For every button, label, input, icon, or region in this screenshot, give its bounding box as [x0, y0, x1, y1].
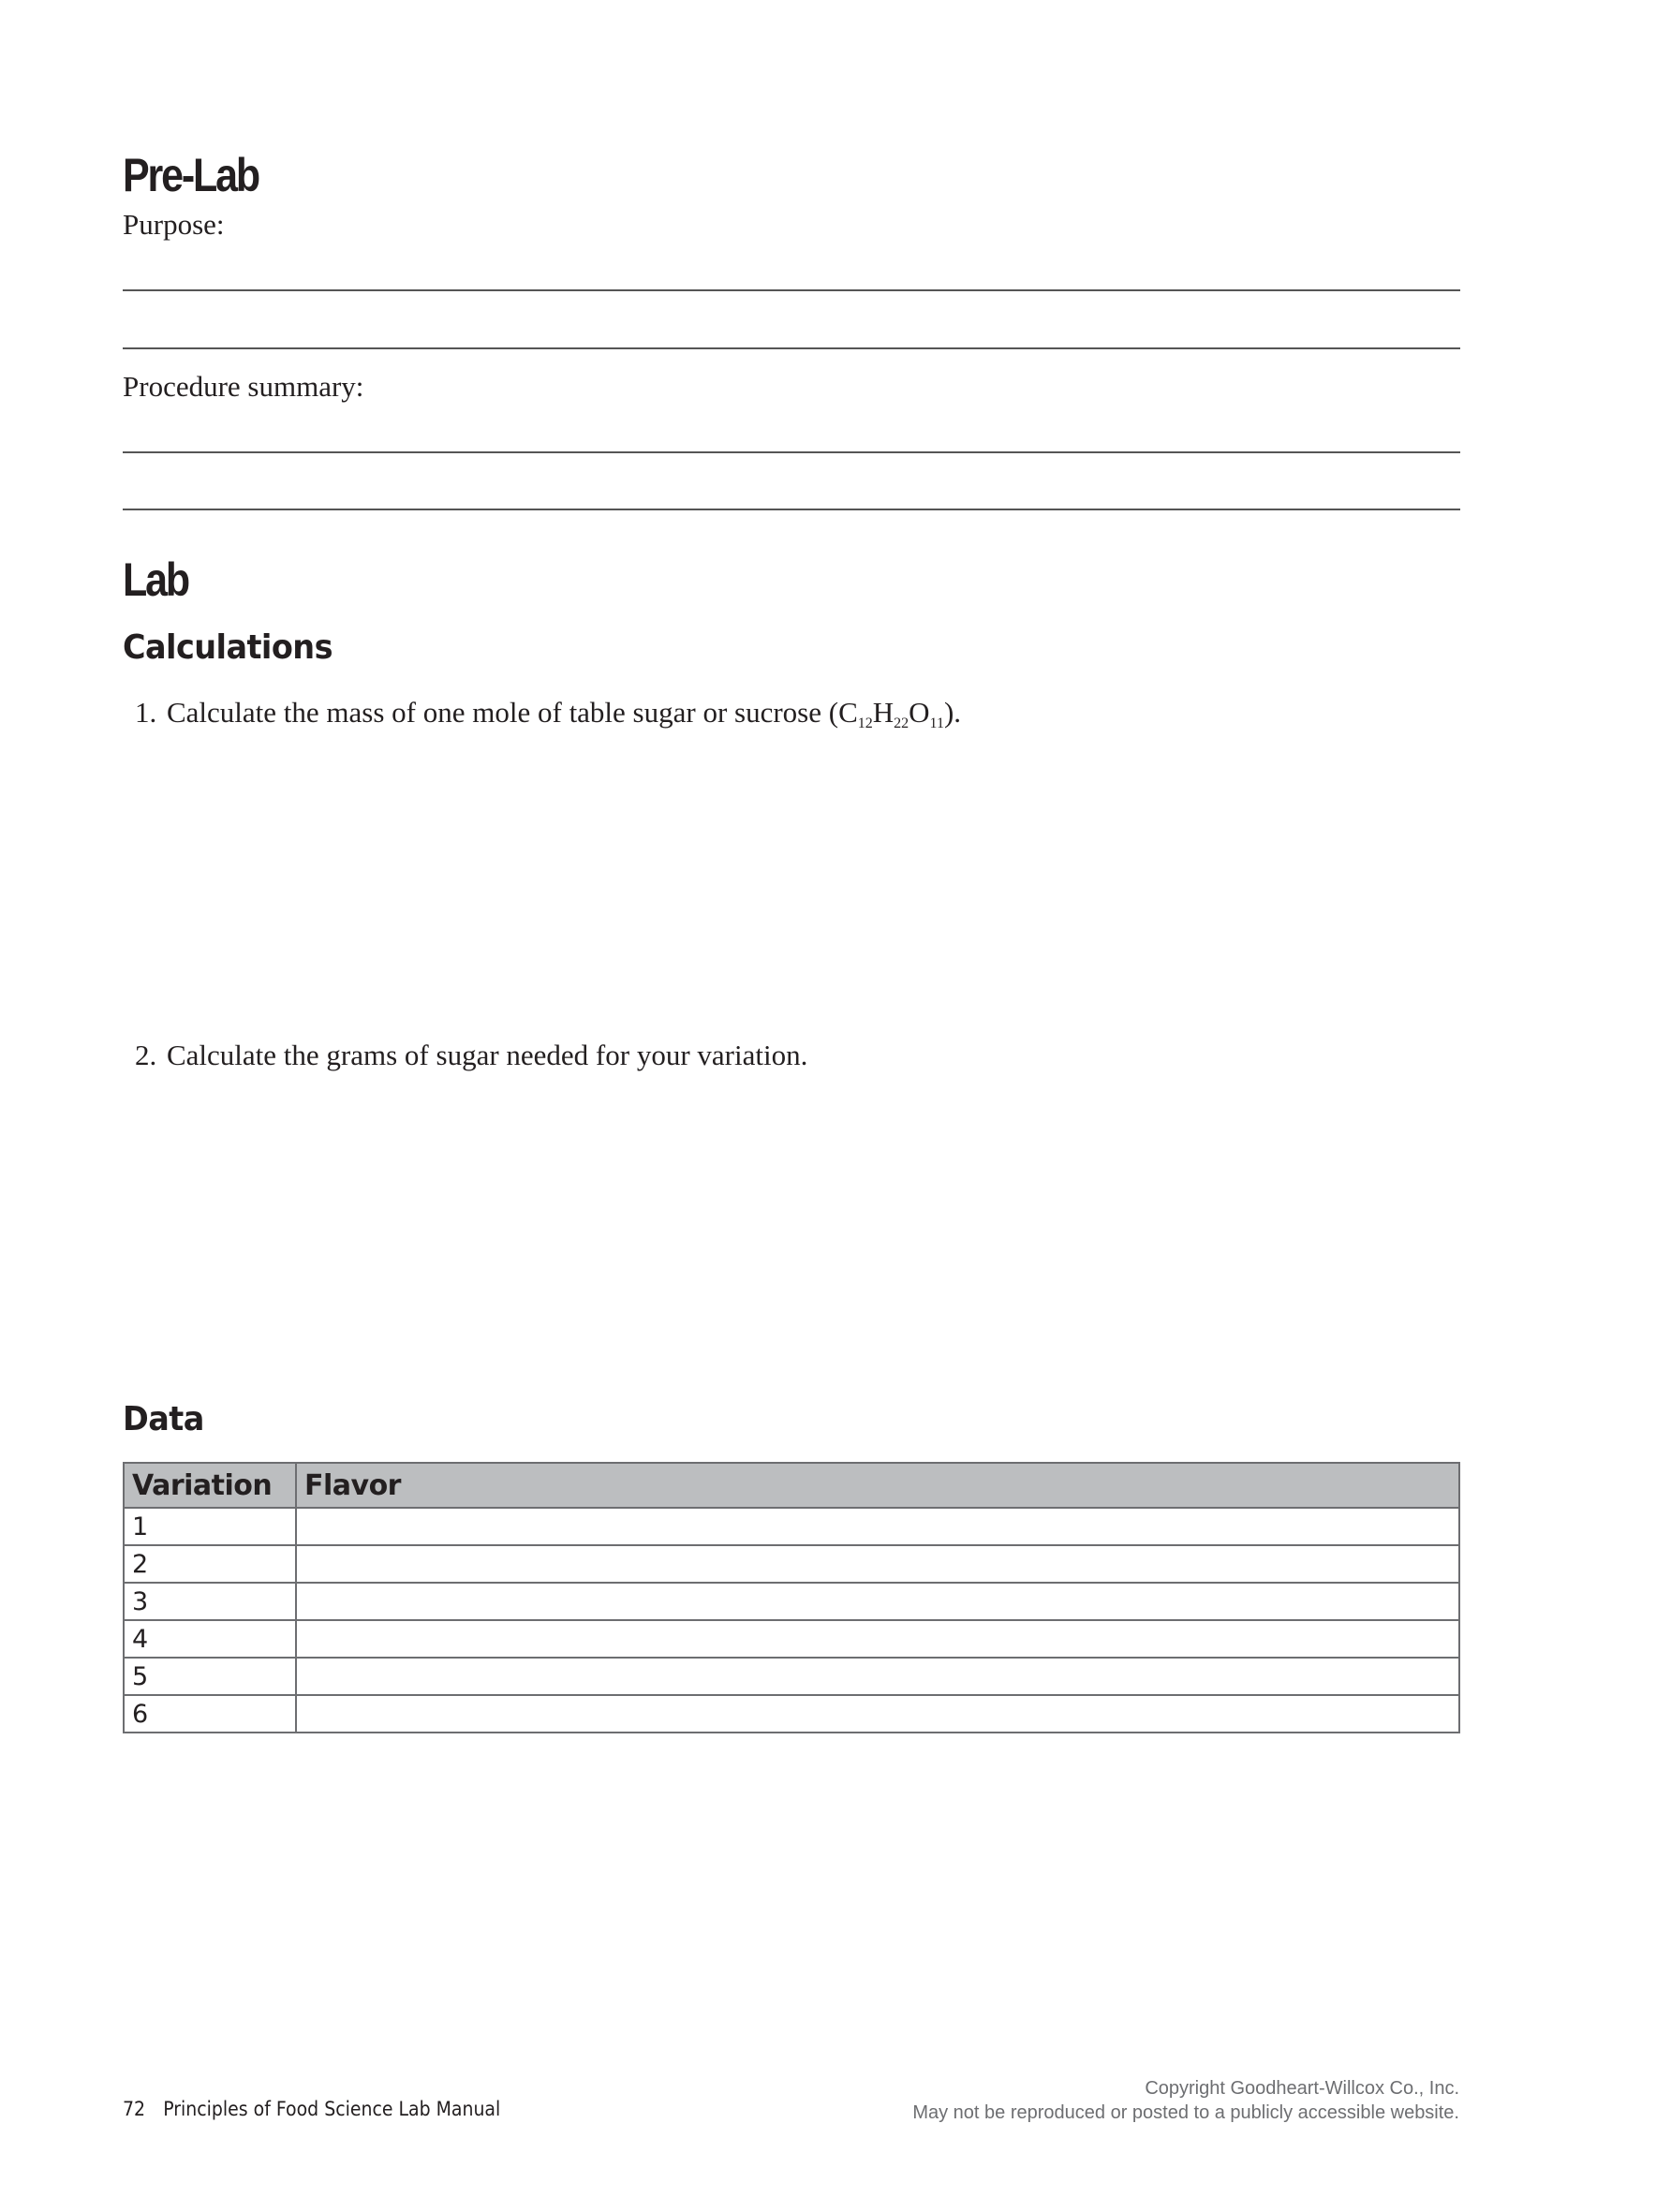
subscript-o: 11 — [929, 715, 944, 731]
table-row — [124, 1695, 1459, 1733]
table-row — [124, 1545, 1459, 1583]
flavor-cell[interactable] — [296, 1583, 1459, 1620]
variation-cell: 4 — [124, 1620, 296, 1658]
question-1 — [135, 696, 962, 731]
copyright-line: Copyright Goodheart-Willcox Co., Inc. — [1145, 2078, 1459, 2099]
question-text: Calculate the mass of one mole of table sugar or sucrose (C — [167, 696, 858, 729]
variation-cell: 5 — [124, 1658, 296, 1695]
purpose-answer-line-2[interactable] — [123, 347, 1460, 349]
flavor-cell[interactable] — [296, 1658, 1459, 1695]
flavor-cell[interactable] — [296, 1695, 1459, 1733]
prelab-heading: Pre-Lab — [123, 149, 259, 201]
table-row — [124, 1658, 1459, 1695]
lab-heading: Lab — [123, 553, 189, 606]
question-2 — [135, 1040, 807, 1069]
question-number: 1. — [135, 696, 157, 729]
variation-cell: 1 — [124, 1508, 296, 1545]
column-header-flavor: Flavor — [296, 1463, 1459, 1508]
formula-h: H — [872, 696, 895, 729]
book-title: Principles of Food Science Lab Manual — [163, 2098, 501, 2120]
reproduction-notice: May not be reproduced or posted to a publicly accessible website. — [912, 2102, 1459, 2123]
data-heading: Data — [123, 1400, 204, 1438]
flavor-cell[interactable] — [296, 1620, 1459, 1658]
question-number: 2. — [135, 1039, 157, 1071]
page-number: 72 — [123, 2098, 146, 2120]
variation-cell: 6 — [124, 1695, 296, 1733]
flavor-cell[interactable] — [296, 1508, 1459, 1545]
procedure-summary-label: Procedure summary: — [123, 370, 364, 403]
table-header-row — [124, 1463, 1459, 1508]
table-row — [124, 1620, 1459, 1658]
purpose-answer-line-1[interactable] — [123, 289, 1460, 291]
procedure-answer-line-1[interactable] — [123, 451, 1460, 453]
table-row — [124, 1508, 1459, 1545]
variation-cell: 2 — [124, 1545, 296, 1583]
subscript-c: 12 — [857, 715, 873, 731]
flavor-cell[interactable] — [296, 1545, 1459, 1583]
question-1-answer-space[interactable] — [123, 740, 1460, 1021]
variation-cell: 3 — [124, 1583, 296, 1620]
page-footer-left — [123, 2098, 500, 2120]
data-table — [123, 1462, 1460, 1733]
table-row — [124, 1583, 1459, 1620]
purpose-label: Purpose: — [123, 208, 225, 241]
procedure-answer-line-2[interactable] — [123, 509, 1460, 510]
question-text: Calculate the grams of sugar needed for your variation. — [167, 1039, 808, 1071]
question-tail: ). — [943, 696, 962, 729]
column-header-variation: Variation — [124, 1463, 296, 1508]
subscript-h: 22 — [894, 715, 909, 731]
question-2-answer-space[interactable] — [123, 1083, 1460, 1382]
calculations-heading: Calculations — [123, 628, 333, 667]
formula-o: O — [909, 696, 930, 729]
